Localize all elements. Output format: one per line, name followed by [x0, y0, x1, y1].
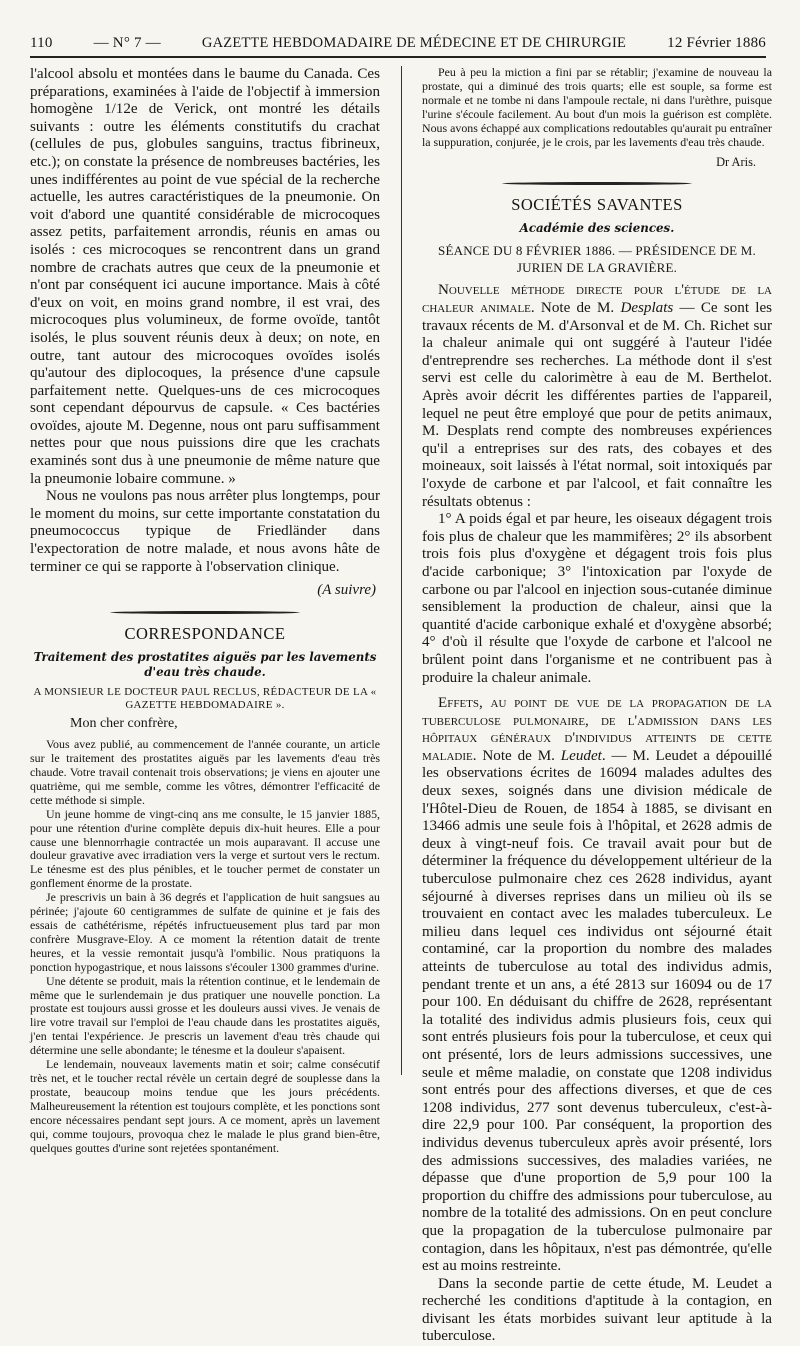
results-paragraph: 1° A poids égal et par heure, les oiseaux dégagent trois fois plus de chaleur que les mammifères; 2° ils absorbent trois fois plus d'oxygène et dégagent trois fois plus d'acide carbonique; 3° l'intoxication par l'oxyde de carbone ou par l'alcool en injection sous-cutanée diminue sensiblement la production de chaleur, ainsi que la quantité d'acide carbonique exhalé et d'oxygène absorbé; 4° d'où il résulte que l'oxyde de carbone et l'alcool ne brûlent point dans l'organisme et ne contribuent pas à produire la chaleur animale.	[422, 511, 772, 686]
issue-number: — N° 7 —	[93, 34, 161, 51]
communication-title: Effets, au point de vue de la propagation de la tuberculose pulmonaire, de l'admission dans les hôpitaux généraux d'individus atteints de cette maladie.	[422, 695, 772, 764]
section-separator	[502, 182, 692, 185]
letter-paragraph: Une détente se produit, mais la rétention continue, et le lendemain de même que le surlendemain je dus pratiquer une nouvelle ponction. La prostate est toujours aussi grosse et les douleurs aussi vives. Je venais de lire votre travail sur l'emploi de l'eau chaude dans les prostatites aiguës, j'en tentai l'expérience. Je prescris un lavement d'eau très chaude qui détermine une selle abondante; le ténesme et la douleur s'apaisent.	[30, 973, 380, 1058]
section-title-societes: SOCIÉTÉS SAVANTES	[511, 195, 683, 215]
academie-heading: Académie des sciences.	[519, 221, 675, 236]
section-subtitle: Traitement des prostatites aiguës par les lavements d'eau très chaude.	[33, 650, 377, 680]
communication-body: — Ce sont les travaux récents de M. d'Arsonval et de M. Ch. Richet sur la chaleur animale qui ont suggéré à l'auteur l'idée d'entreprendre ses recherches. La méthode dont il s'est servi est celle du calorimètre à eau de M. Berthelot. Après avoir décrit les différentes parties de l'appareil, lequel ne peut être employé que pour de petits animaux, M. Desplats rend compte des nombreuses expériences qu'il a entreprises sur des rats, des cobayes et des moineaux, soit laissés à l'état normal, soit intoxiqués par l'oxyde de carbone et par l'alcool, et fait connaître les résultats obtenus :	[422, 300, 773, 510]
note-label: Note de M.	[540, 300, 615, 317]
spacer	[422, 687, 772, 695]
letter-paragraph: Un jeune homme de vingt-cinq ans me consulte, le 15 janvier 1885, pour une rétention d'urine complète depuis dix-huit heures. Elle a pour cause une blennorrhagie contractée un mois auparavant. Il accuse une douleur gravative avec irradiation vers la verge et surtout vers le rectum. Le ténesme est des plus pénibles, et le toucher permet de constater un gonflement énorme de la prostate.	[30, 806, 380, 891]
communication-body: . — M. Leudet a dépouillé les observations écrites de 16094 malades adultes des deux sexes, soignés dans une division médicale de l'Hôtel-Dieu de Rouen, de 1854 à 1885, se divisant en 13466 admis une seule fois à l'hôpital, et 2628 admis de deux à vingt-neuf fois. Ce travail avait pour but de déterminer la fréquence du développement ultérieur de la tuberculose pulmonaire chez ces 2628 individus, ayant séjourné à diverses reprises dans un milieu où ils se trouvaient en contact avec les malades tuberculeux. Le milieu dans lequel ces individus ont séjourné était contaminé, car la proportion du nombre des malades atteints de tuberculose au total des individus admis, pendant trente et un ans, a été 2813 sur 16094 ou de 17 pour 100. En déduisant du chiffre de 2628, représentant la totalité des individus admis plusieurs fois, ceux qui sont entrés plusieurs fois pour la tuberculose, et ceux qui ont présenté, lors de leurs admissions successives, une seule et même maladie, on constate que 1208 individus sont entrés pour des affections diverses, et que de ces 1208 individus, 277 sont devenus tuberculeux, c'est-à-dire 22,9 pour 100. Par conséquent, la proportion des individus devenus tuberculeux après avoir présenté, lors des admissions successives, des maladies variées, ne dépasse que d'une proportion de 5,9 pour 100 la proportion du chiffre des admissions pour tuberculose, au nombre de la totalité des admissions. On en peut conclure que la propagation de la tuberculose pulmonaire par contagion, dans les hôpitaux, n'est pas démontrée, qu'elle est au moins restreinte.	[422, 747, 773, 1275]
letter-signature: Dr Aris.	[716, 155, 756, 170]
body-paragraph: Nous ne voulons pas nous arrêter plus longtemps, pour le moment du moins, sur cette importante constatation du pneumococcus typique de Friedländer dans l'expectoration de notre malade, et nous avons hâte de terminer ce qui se rapporte à l'observation clinique.	[30, 488, 380, 575]
letter-salutation: Mon cher confrère,	[70, 716, 178, 732]
issue-date: 12 Février 1886	[667, 34, 766, 51]
a-suivre: (A suivre)	[317, 582, 376, 599]
author-name: Leudet	[560, 747, 602, 764]
journal-title: GAZETTE HEBDOMADAIRE DE MÉDECINE ET DE CHIRURGIE	[201, 34, 627, 51]
note-label: Note de M.	[482, 747, 555, 764]
seance-heading: SÉANCE DU 8 FÉVRIER 1886. — PRÉSIDENCE DE M. JURIEN DE LA GRAVIÈRE.	[438, 243, 756, 276]
letter-paragraph: Le lendemain, nouveaux lavements matin et soir; calme consécutif très net, et le toucher rectal révèle un certain degré de souplesse dans la prostate, beaucoup moins tendue que les jours précédents. Malheureusement la rétention est toujours complète, et les ponctions sont encore nécessaires pendant sept jours. A ce moment, après un lavement qui, comme toujours, provoqua chez le malade le plus grand bien-être, quelques gouttes d'urine sont rejetées spontanément.	[30, 1057, 380, 1155]
letter-address: A MONSIEUR LE DOCTEUR PAUL RECLUS, RÉDACTEUR DE LA « GAZETTE HEBDOMADAIRE ».	[33, 686, 377, 712]
communication-desplats	[422, 282, 772, 511]
right-column	[422, 65, 773, 1345]
letter-paragraph: Vous avez publié, au commencement de l'année courante, un article sur le traitement des prostatites aiguës par les lavements d'eau très chaude. Votre travail contenait trois observations; je viens en ajouter une quatrième, qui me semble, comme les vôtres, démontrer l'efficacité de cette méthode si simple.	[30, 737, 380, 807]
left-column	[30, 66, 380, 1155]
section-title-correspondance: CORRESPONDANCE	[124, 624, 286, 644]
communication-leudet	[422, 695, 772, 1276]
letter-paragraph: Je prescrivis un bain à 36 degrés et l'application de huit sangsues au périnée; j'ajoute 60 centigrammes de sulfate de quinine et je fais des essais de cathétérisme, répétés infructueusement plus tard par mon confrère Musgrave-Eloy. A ce moment la rétention datait de trente heures, et la vessie remontait jusqu'à l'ombilic. Nous pratiquons la ponction hypogastrique, et nous laissons s'écouler 1300 grammes d'urine.	[30, 890, 380, 974]
body-paragraph: l'alcool absolu et montées dans le baume du Canada. Ces préparations, examinées à l'aide de l'objectif à immersion homogène 1/12e de Verick, ont montré les détails suivants : outre les éléments constitutifs du crachat (cellules de pus, globules sanguins, tractus fibrineux, etc.); on constate la présence de nombreuses bactéries, les unes indifférentes au point de vue spécial de la recherche actuelle, les autres caractéristiques de la pneumonie. On voit d'abord une quantité considérable de microcoques assez petits, parfaitement arrondis, réunis en amas ou isolés : ces microcoques se rencontrent dans un grand nombre de crachats autres que ceux de la pneumonie et n'ont par conséquent ici aucune importance. Mais à côté d'eux on voit, en moins grand nombre, il est vrai, des microcoques plus volumineux, de forme ovoïde, tantôt isolés, le plus souvent réunis deux à deux; on note, en outre, tant autour des microcoques ovoïdes isolés qu'autour des diplocoques, la présence d'une capsule parfaitement nette. Quelques-uns de ces microcoques sont cependant dépourvus de capsule. « Ces bactéries ovoïdes, ajoute M. Degenne, nous ont paru suffisamment nettes pour que nous puissions dire que les crachats examinés sont dus à une pneumonie de même nature que la pneumonie lobaire commune. »	[30, 66, 380, 487]
section-separator	[110, 611, 300, 614]
column-divider	[401, 66, 402, 1075]
body-paragraph: Dans la seconde partie de cette étude, M. Leudet a recherché les conditions d'aptitude à la contagion, en divisant les états morbides suivant leur aptitude à la tuberculose.	[422, 1275, 772, 1345]
communication-title: Nouvelle méthode directe pour l'étude de la chaleur animale.	[422, 282, 772, 317]
running-head	[30, 30, 766, 58]
letter-paragraph: Peu à peu la miction a fini par se rétablir; j'examine de nouveau la prostate, qui a diminué des trois quarts; elle est souple, sa forme est normale et ne tombe ni dans l'ampoule rectale, ni dans l'urèthre, puisque l'urine s'écoule facilement. Au bout d'un mois la guérison est complète. Nous avons échappé aux complications redoutables qu'aurait pu entraîner la suppuration, conjurée, je le crois, par les lavements d'eau très chaude.	[422, 65, 772, 149]
page-number: 110	[30, 34, 53, 51]
author-name: Desplats	[620, 300, 674, 317]
